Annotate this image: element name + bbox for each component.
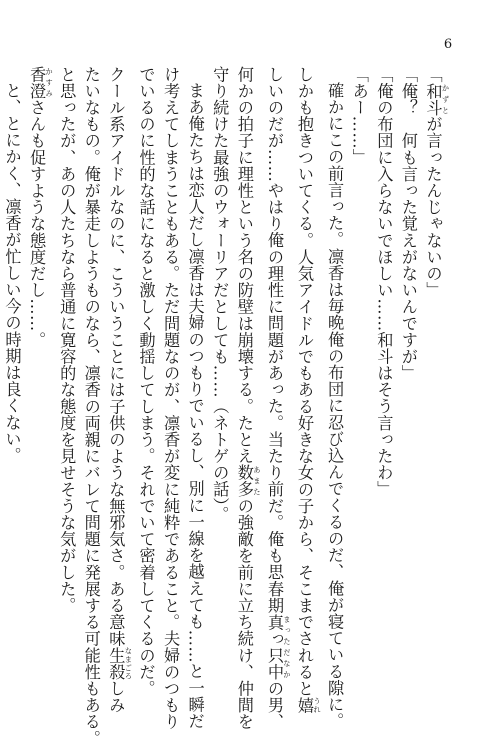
ruby-base: 真っ只中 [264,613,284,681]
text-line [0,66,24,646]
text-line [395,66,420,646]
text-line [54,66,79,646]
furigana-word [423,82,451,116]
line-text: 何かの拍子に理性という名の防壁は崩壊する。たとえ [234,66,254,465]
line-text: しみ [106,680,126,714]
ruby-base: 嬉 [295,696,315,714]
text-line [103,66,134,714]
ruby-base: 数多 [234,464,254,498]
line-text: の強敵を前に立ち続け、仲間を [234,497,254,731]
furigana-word [264,613,292,681]
ruby-reading: かずと [441,82,451,116]
ruby-base: 生殺 [106,647,126,681]
furigana-word [234,464,262,498]
text-line [182,66,207,730]
text-line [207,66,232,646]
ruby-reading: かすみ [45,66,55,100]
furigana-word [295,696,323,714]
text-line [24,66,54,646]
line-text: まあ俺たちは恋人だし凛香は夫婦のつもりでいるし、別に一線を越えても……と一瞬だ [185,82,205,730]
line-text: 守り続けた最強のウォーリアだとしても……（ネトゲの話）。 [210,66,230,523]
ruby-reading: うれ [313,696,323,714]
line-text: と、とにかく、凛香が忙しい今の時期は良くない。 [2,82,22,464]
text-line [261,66,292,730]
line-text: しかも抱きついてくる。人気アイドルでもある好きな女の子から、そこまでされると [295,66,315,697]
line-text: が言ったんじゃないの」 [423,115,443,299]
line-text: さんも促すような態度だし……。 [27,99,47,349]
text-line [291,66,323,714]
ruby-reading: あまた [252,464,262,498]
line-text: 「 [423,66,443,83]
text-line [231,66,262,731]
line-text: しいのだが……やはり俺の理性に問題があった。当たり前だ。俺も思春期 [264,66,284,614]
furigana-word [106,647,134,681]
text-line [420,66,450,646]
text-line [346,66,371,646]
ruby-base: 和斗 [423,82,443,116]
line-text: でいるのに性的な話になると激しく動揺してしまう。それでいて密着してくるのだ。 [136,66,156,697]
text-line [78,66,103,747]
ruby-reading: なまごろ [124,647,134,681]
page-number: 6 [443,37,453,52]
line-text: と思ったが、あの人たちなら普通に寛容的な態度を見せそうな気がした。 [57,66,77,614]
line-text: け考えてしまうこともある。ただ問題なのが、凛香が変に純粋であること。夫婦のつもり [161,66,181,730]
furigana-word [27,66,55,100]
text-line [322,66,347,730]
line-text: 「俺の布団に入らないでほしい……和斗はそう言ったわ」 [374,66,394,498]
line-text: 確かにこの前言った。凛香は毎晩俺の布団に忍び込んでくるのだ、俺が寝ている隙に。 [325,82,345,730]
ruby-base: 香澄 [27,66,47,100]
line-text: たいなもの。俺が暴走しようものなら、凛香の両親にバレて問題に発展する可能性もある。 [81,66,101,747]
line-text: 「俺？ 何も言った覚えがないんですが」 [398,66,418,382]
line-text: クール系アイドルなのに、こういうことには子供のような無邪気さ。ある意味 [106,66,126,647]
vertical-text-body [0,66,451,747]
text-line [133,66,158,697]
text-line [371,66,396,646]
text-line [157,66,182,730]
ruby-reading: まっただなか [282,613,292,681]
line-text: の男、 [264,680,284,730]
line-text: 「あー……」 [349,66,369,166]
